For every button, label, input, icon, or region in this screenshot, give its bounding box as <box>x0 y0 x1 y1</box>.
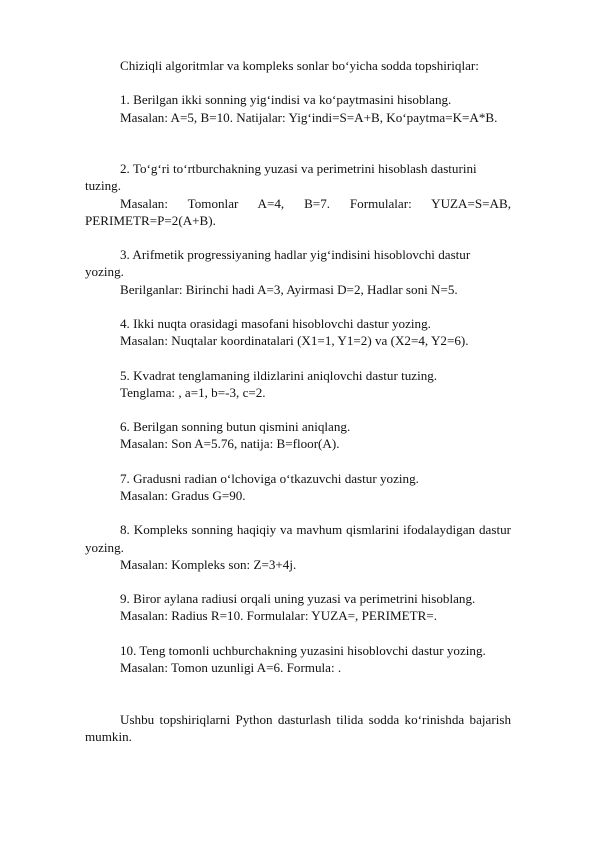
task-9 <box>85 590 511 624</box>
task-1-title: 1. Berilgan ikki sonning yig‘indisi va ko‘paytmasini hisoblang. <box>120 92 452 108</box>
task-10-title: 10. Teng tomonli uchburchakning yuzasini hisoblovchi dastur yozing. <box>120 642 486 658</box>
intro-paragraph: Chiziqli algoritmlar va kompleks sonlar bo‘yicha sodda topshiriqlar: <box>120 58 479 73</box>
task-5 <box>85 367 511 401</box>
task-3 <box>85 246 511 298</box>
task-8-title: 8. Kompleks sonning haqiqiy va mavhum qismlarini ifodalaydigan dastur yozing. <box>85 522 511 555</box>
task-5-detail: Tenglama: , a=1, b=-3, c=2. <box>120 384 266 400</box>
task-10 <box>85 642 511 676</box>
task-7-detail: Masalan: Gradus G=90. <box>120 487 246 503</box>
task-6 <box>85 418 511 452</box>
task-10-detail: Masalan: Tomon uzunligi A=6. Formula: . <box>120 659 342 675</box>
conclusion-paragraph: Ushbu topshiriqlarni Python dasturlash tilida sodda ko‘rinishda bajarish mumkin. <box>85 711 511 744</box>
task-7-title: 7. Gradusni radian o‘lchoviga o‘tkazuvchi dastur yozing. <box>120 470 419 486</box>
task-1 <box>85 91 511 125</box>
task-6-title: 6. Berilgan sonning butun qismini aniqlang. <box>120 419 351 435</box>
task-9-title: 9. Biror aylana radiusi orqali uning yuzasi va perimetrini hisoblang. <box>120 591 476 607</box>
task-1-detail: Masalan: A=5, B=10. Natijalar: Yig‘indi=S=A+B, Ko‘paytma=K=A*B. <box>120 109 498 125</box>
task-4-title: 4. Ikki nuqta orasidagi masofani hisoblovchi dastur yozing. <box>120 315 431 331</box>
task-8-detail: Masalan: Kompleks son: Z=3+4j. <box>120 556 297 572</box>
task-2 <box>85 160 511 229</box>
task-2-detail: Masalan: Tomonlar A=4, B=7. Formulalar: YUZA=S=AB, PERIMETR=P=2(A+B). <box>85 195 511 228</box>
task-7 <box>85 470 511 504</box>
task-9-detail: Masalan: Radius R=10. Formulalar: YUZA=, PERIMETR=. <box>120 608 437 624</box>
task-8 <box>85 521 511 573</box>
task-2-title: 2. To‘g‘ri to‘rtburchakning yuzasi va perimetrini hisoblash dasturini tuzing. <box>85 161 477 194</box>
task-5-title: 5. Kvadrat tenglamaning ildizlarini aniqlovchi dastur tuzing. <box>120 367 438 383</box>
task-4-detail: Masalan: Nuqtalar koordinatalari (X1=1, Y1=2) va (X2=4, Y2=6). <box>120 333 469 349</box>
document-body <box>85 57 511 745</box>
task-4 <box>85 315 511 349</box>
task-3-detail: Berilganlar: Birinchi hadi A=3, Ayirmasi D=2, Hadlar soni N=5. <box>120 281 458 297</box>
task-6-detail: Masalan: Son A=5.76, natija: B=floor(A). <box>120 436 340 452</box>
task-3-title: 3. Arifmetik progressiyaning hadlar yig‘indisini hisoblovchi dastur yozing. <box>85 247 471 280</box>
